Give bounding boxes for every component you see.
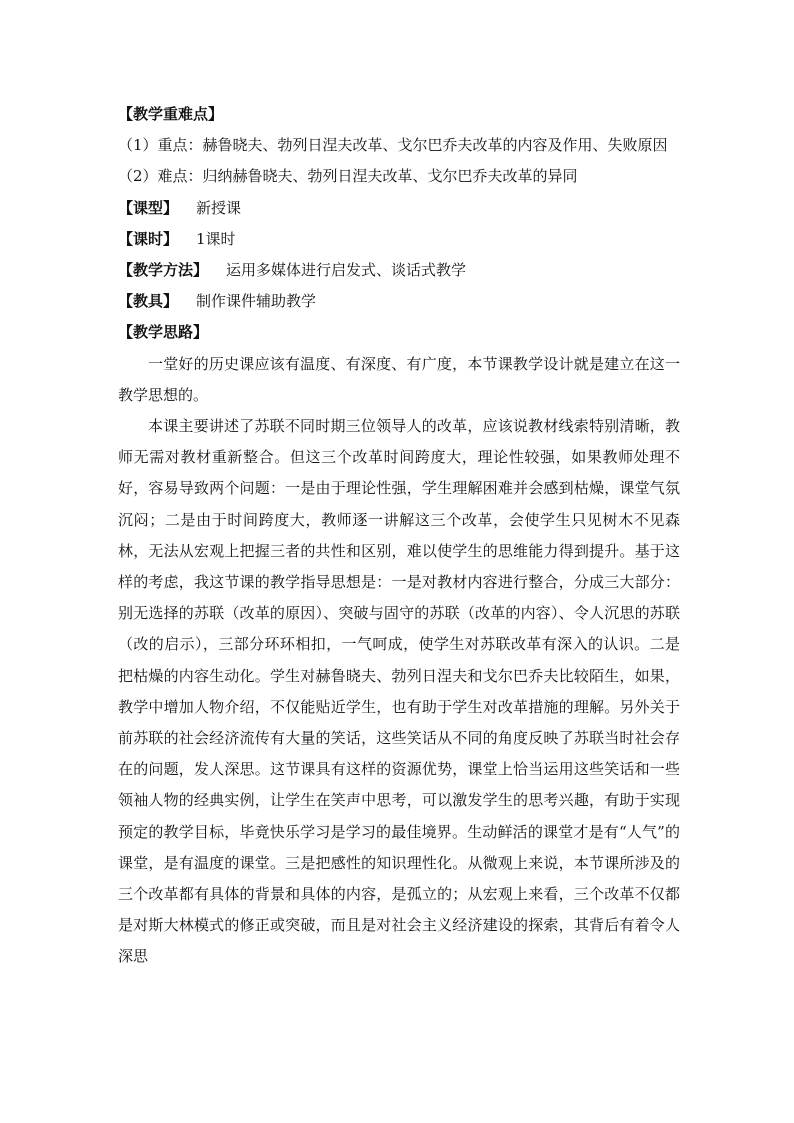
lesson-type-value: 新授课 — [196, 198, 242, 217]
document-content — [118, 99, 680, 973]
lesson-hours-value: 1课时 — [196, 229, 236, 248]
method-row — [118, 255, 680, 286]
approach-heading: 【教学思路】 — [118, 323, 209, 342]
lesson-hours-label: 【课时】 — [118, 229, 179, 248]
key-point-item-1: （1）重点：赫鲁晓夫、勃列日涅夫改革、戈尔巴乔夫改革的内容及作用、失败原因 — [118, 136, 668, 155]
key-points-heading: 【教学重难点】 — [118, 105, 224, 123]
lesson-hours-row — [118, 224, 680, 255]
method-label: 【教学方法】 — [118, 260, 209, 279]
approach-paragraph-1: 一堂好的历史课应该有温度、有深度、有广度，本节课教学设计就是建立在这一教学思想的。 — [118, 354, 680, 404]
tools-label: 【教具】 — [118, 292, 179, 311]
tools-value: 制作课件辅助教学 — [196, 292, 317, 311]
lesson-type-row — [118, 193, 680, 224]
lesson-type-label: 【课型】 — [118, 198, 179, 217]
approach-paragraph-2: 本课主要讲述了苏联不同时期三位领导人的改革，应该说教材线索特别清晰，教师无需对教材重新整合。但这三个改革时间跨度大，理论性较强，如果教师处理不好，容易导致两个问题：一是由于理论性强，学生理解困难并会感到枯燥，课堂气氛沉闷；二是由于时间跨度大，教师逐一讲解这三个改革，会使学生只见树木不见森林，无法从宏观上把握三者的共性和区别，难以使学生的思维能力得到提升。基于这样的考虑，我这节课的教学指导思想是：一是对教材内容进行整合，分成三大部分：别无选择的苏联（改革的原因）、突破与固守的苏联（改革的内容）、令人沉思的苏联（改的启示），三部分环环相扣，一气呵成，使学生对苏联改革有深入的认识。二是把枯燥的内容生动化。学生对赫鲁晓夫、勃列日涅夫和戈尔巴乔夫比较陌生，如果，教学中增加人物介绍，不仅能贴近学生，也有助于学生对改革措施的理解。另外关于前苏联的社会经济流传有大量的笑话，这些笑话从不同的角度反映了苏联当时社会存在的问题，发人深思。这节课具有这样的资源优势，课堂上恰当运用这些笑话和一些领袖人物的经典实例，让学生在笑声中思考，可以激发学生的思考兴趣，有助于实现预定的教学目标，毕竟快乐学习是学习的最佳境界。生动鲜活的课堂才是有“人气”的课堂，是有温度的课堂。三是把感性的知识理性化。从微观上来说，本节课所涉及的三个改革都有具体的背景和具体的内容，是孤立的；从宏观上来看，三个改革不仅都是对斯大林模式的修正或突破，而且是对社会主义经济建设的探索，其背后有着令人深思 — [118, 416, 680, 966]
key-point-item-2: （2）难点：归纳赫鲁晓夫、勃列日涅夫改革、戈尔巴乔夫改革的异同 — [118, 167, 578, 186]
tools-row — [118, 286, 680, 317]
method-value: 运用多媒体进行启发式、谈话式教学 — [226, 260, 467, 279]
